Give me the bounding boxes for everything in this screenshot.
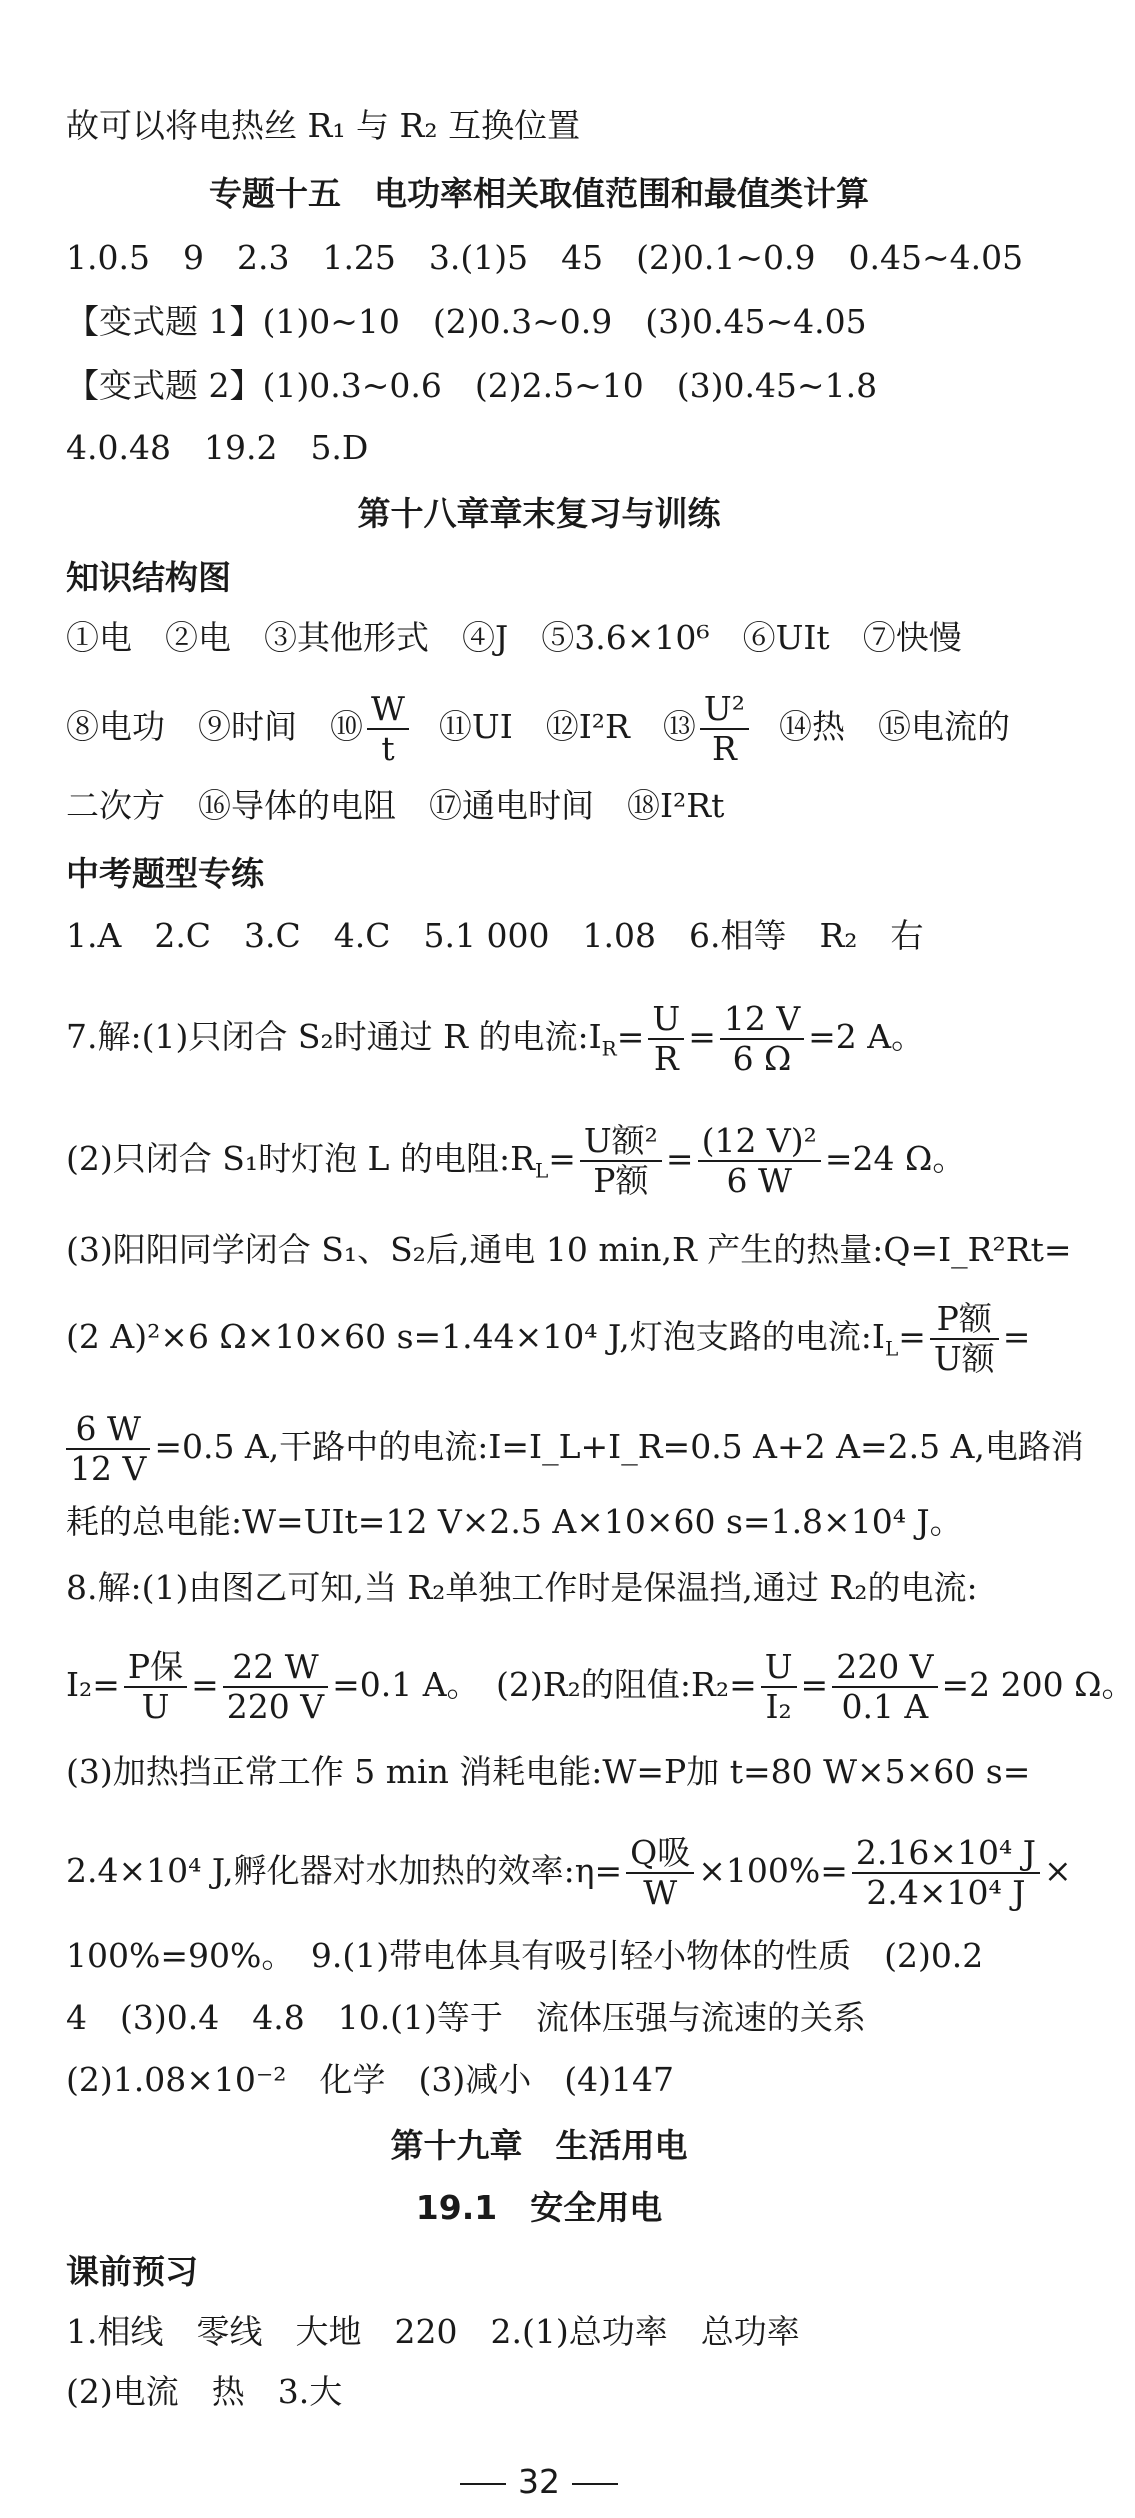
- preview-line-1: 1.相线 零线 大地 220 2.(1)总功率 总功率: [66, 2312, 800, 2351]
- q8-line1: 8.解:(1)由图乙可知,当 R₂单独工作时是保温挡,通过 R₂的电流:: [66, 1568, 978, 1607]
- preview-line-2: (2)电流 热 3.大: [66, 2372, 343, 2411]
- knowledge-line-1: ①电 ②电 ③其他形式 ④J ⑤3.6×10⁶ ⑥UIt ⑦快慢: [66, 618, 962, 657]
- fraction-denominator: I₂: [765, 1686, 792, 1726]
- topic15-title: 专题十五 电功率相关取值范围和最值类计算: [209, 174, 869, 213]
- knowledge-line2-prefix: ⑧电功 ⑨时间 ⑩: [66, 706, 363, 746]
- preview-heading: 课前预习: [66, 2252, 198, 2291]
- fraction-denominator: R: [711, 728, 737, 768]
- knowledge-line-3: 二次方 ⑯导体的电阻 ⑰通电时间 ⑱I²Rt: [66, 786, 725, 825]
- page-number: [0, 2462, 1078, 2501]
- q7-part1-text: 7.解:(1)只闭合 S₂时通过 R 的电流:I: [66, 1016, 602, 1056]
- variant-question-2: 【变式题 2】(1)0.3~0.6 (2)2.5~10 (3)0.45~1.8: [66, 366, 878, 405]
- fraction-denominator: 2.4×10⁴ J: [866, 1872, 1026, 1912]
- fraction-numerator: W: [367, 690, 409, 730]
- fraction-p-over-u: [124, 1648, 187, 1726]
- q7-part1-result: =2 A。: [808, 1016, 925, 1056]
- q8-line3: (3)加热挡正常工作 5 min 消耗电能:W=P加 t=80 W×5×60 s=: [66, 1752, 1031, 1791]
- exam-practice-heading: 中考题型专练: [66, 854, 264, 893]
- topic15-answers-1-3: 1.0.5 9 2.3 1.25 3.(1)5 45 (2)0.1~0.9 0.45~4.05: [66, 238, 1024, 277]
- q7-part1: 7.解:(1)只闭合 S₂时通过 R 的电流$:I_R=$ $\frac{U}{R}$ = $\frac{12 V}{6 \Omega}$ =2 A。: [66, 999, 925, 1078]
- dash-right: [572, 2483, 618, 2485]
- fraction-12v-squared-over-6w: [698, 1122, 821, 1200]
- q8-line2-result: =2 200 Ω。: [941, 1664, 1135, 1704]
- q7-part3-line2-text: (2 A)²×6 Ω×10×60 s=1.44×10⁴ J,灯泡支路的电流:I: [66, 1316, 885, 1356]
- fraction-denominator: 6 Ω: [732, 1038, 792, 1078]
- fraction-denominator: U额: [933, 1338, 995, 1378]
- q8-result-q9: 100%=90%。 9.(1)带电体具有吸引轻小物体的性质 (2)0.2: [66, 1936, 984, 1975]
- fraction-denominator: W: [643, 1872, 678, 1912]
- q8-line2-prefix: I₂=: [66, 1664, 120, 1704]
- fraction-numerator: P额: [930, 1300, 999, 1340]
- page-number-value: 32: [518, 2462, 560, 2501]
- fraction-u-over-r: [648, 1000, 684, 1078]
- chapter18-review-title: 第十八章章末复习与训练: [357, 494, 721, 533]
- fraction-numerator: (12 V)²: [698, 1122, 821, 1162]
- exam-answers-1-6: 1.A 2.C 3.C 4.C 5.1 000 1.08 6.相等 R₂ 右: [66, 916, 924, 955]
- fraction-p-over-u: [930, 1300, 999, 1378]
- fraction-numerator: 2.16×10⁴ J: [852, 1834, 1040, 1874]
- fraction-numerator: 6 W: [66, 1410, 150, 1450]
- fraction-numerator: U额²: [580, 1122, 662, 1162]
- q7-part3-line3: [66, 1409, 1084, 1488]
- fraction-numerator: U²: [700, 690, 749, 730]
- fraction-denominator: U: [141, 1686, 170, 1726]
- knowledge-line-2: [66, 690, 1038, 768]
- fraction-numerator: U: [761, 1648, 797, 1688]
- q7-part2-result: =24 Ω。: [824, 1138, 966, 1178]
- subscript: L: [884, 1336, 899, 1361]
- q7-part3-line3-text: =0.5 A,干路中的电流:I=I_L+I_R=0.5 A+2 A=2.5 A,电路消: [154, 1426, 1084, 1466]
- fraction-numerator: U: [648, 1000, 684, 1040]
- knowledge-line2-suffix: ⑭热 ⑮电流的: [778, 706, 1010, 746]
- q8-line2-mid: =0.1 A。 (2)R₂的阻值:R₂=: [332, 1664, 757, 1704]
- fraction-220v-over-01a: [832, 1648, 937, 1726]
- fraction-22w-over-220v: [223, 1648, 328, 1726]
- knowledge-structure-heading: 知识结构图: [66, 558, 231, 597]
- section-19-1-title: 19.1 安全用电: [415, 2188, 663, 2227]
- fraction-u-over-i: [761, 1648, 797, 1726]
- knowledge-line2-mid: ⑪UI ⑫I²R ⑬: [438, 706, 696, 746]
- q8-line4: [66, 1833, 1072, 1912]
- fraction-numerator: 220 V: [832, 1648, 937, 1688]
- subscript: R: [601, 1036, 617, 1061]
- fraction-denominator: 6 W: [726, 1160, 792, 1200]
- fraction-q-over-w: [626, 1834, 694, 1912]
- equals-sign: =: [616, 1016, 645, 1056]
- fraction-6w-over-12v: [66, 1410, 150, 1488]
- fraction-numerator: 12 V: [720, 1000, 804, 1040]
- chapter19-title: 第十九章 生活用电: [390, 2126, 688, 2165]
- fraction-u2-over-r: [700, 690, 749, 768]
- fraction-12v-over-6ohm: [720, 1000, 804, 1078]
- fraction-numerator: 22 W: [223, 1648, 328, 1688]
- subscript: L: [534, 1158, 549, 1183]
- fraction-numerator: Q吸: [626, 1834, 694, 1874]
- fraction-denominator: P额: [593, 1160, 649, 1200]
- q7-part2: (2)只闭合 S₁时灯泡 L 的电阻$:R_L=$ $\frac{\text{U额²}}{\text{P额}}$ = $\frac{\text{(12 V)²}}{6 W}$ =24 Ω。: [66, 1121, 966, 1200]
- fraction-w-over-t: [367, 690, 409, 768]
- fraction-denominator: 0.1 A: [841, 1686, 929, 1726]
- q8-line4-suffix: ×: [1043, 1850, 1072, 1890]
- q7-part2-text: (2)只闭合 S₁时灯泡 L 的电阻:R: [66, 1138, 535, 1178]
- variant-question-1: 【变式题 1】(1)0~10 (2)0.3~0.9 (3)0.45~4.05: [66, 302, 867, 341]
- q7-part3-line2: (2 A)²×6 Ω×10×60 s=1.44×10⁴ J,灯泡支路的电流$:I_L=$ $\frac{\text{P额}}{\text{U额}}$ =: [66, 1299, 1031, 1378]
- dash-left: [460, 2483, 506, 2485]
- q7-part3-line4: 耗的总电能:W=UIt=12 V×2.5 A×10×60 s=1.8×10⁴ J。: [66, 1502, 963, 1541]
- fraction-heat-over-energy: [852, 1834, 1040, 1912]
- topic15-answers-4-5: 4.0.48 19.2 5.D: [66, 428, 369, 467]
- q8-line4-mid: ×100%=: [698, 1850, 848, 1890]
- fraction-denominator: R: [653, 1038, 679, 1078]
- fraction-numerator: P保: [124, 1648, 187, 1688]
- q8-line4-prefix: 2.4×10⁴ J,孵化器对水加热的效率:η=: [66, 1850, 623, 1890]
- fraction-denominator: 220 V: [226, 1686, 325, 1726]
- fraction-u-squared-over-p: [580, 1122, 662, 1200]
- q9-q10-line: 4 (3)0.4 4.8 10.(1)等于 流体压强与流速的关系: [66, 1998, 866, 2037]
- q7-part3-line1: (3)阳阳同学闭合 S₁、S₂后,通电 10 min,R 产生的热量:Q=I_R²Rt=: [66, 1230, 1072, 1269]
- intro-line: 故可以将电热丝 R₁ 与 R₂ 互换位置: [66, 106, 581, 145]
- fraction-denominator: t: [381, 728, 395, 768]
- fraction-denominator: 12 V: [70, 1448, 147, 1488]
- q10-line2: (2)1.08×10⁻² 化学 (3)减小 (4)147: [66, 2060, 674, 2099]
- q8-line2: I₂= $\frac{\text{P保}}{U}$ = $\frac{22 W}{220 V}$ =0.1 A。 (2)R₂的阻值:R₂= $\frac{U}{\text{I₂}}$ = $\frac{220 V}{0.1 A}$ =2 200 Ω。: [66, 1647, 1135, 1726]
